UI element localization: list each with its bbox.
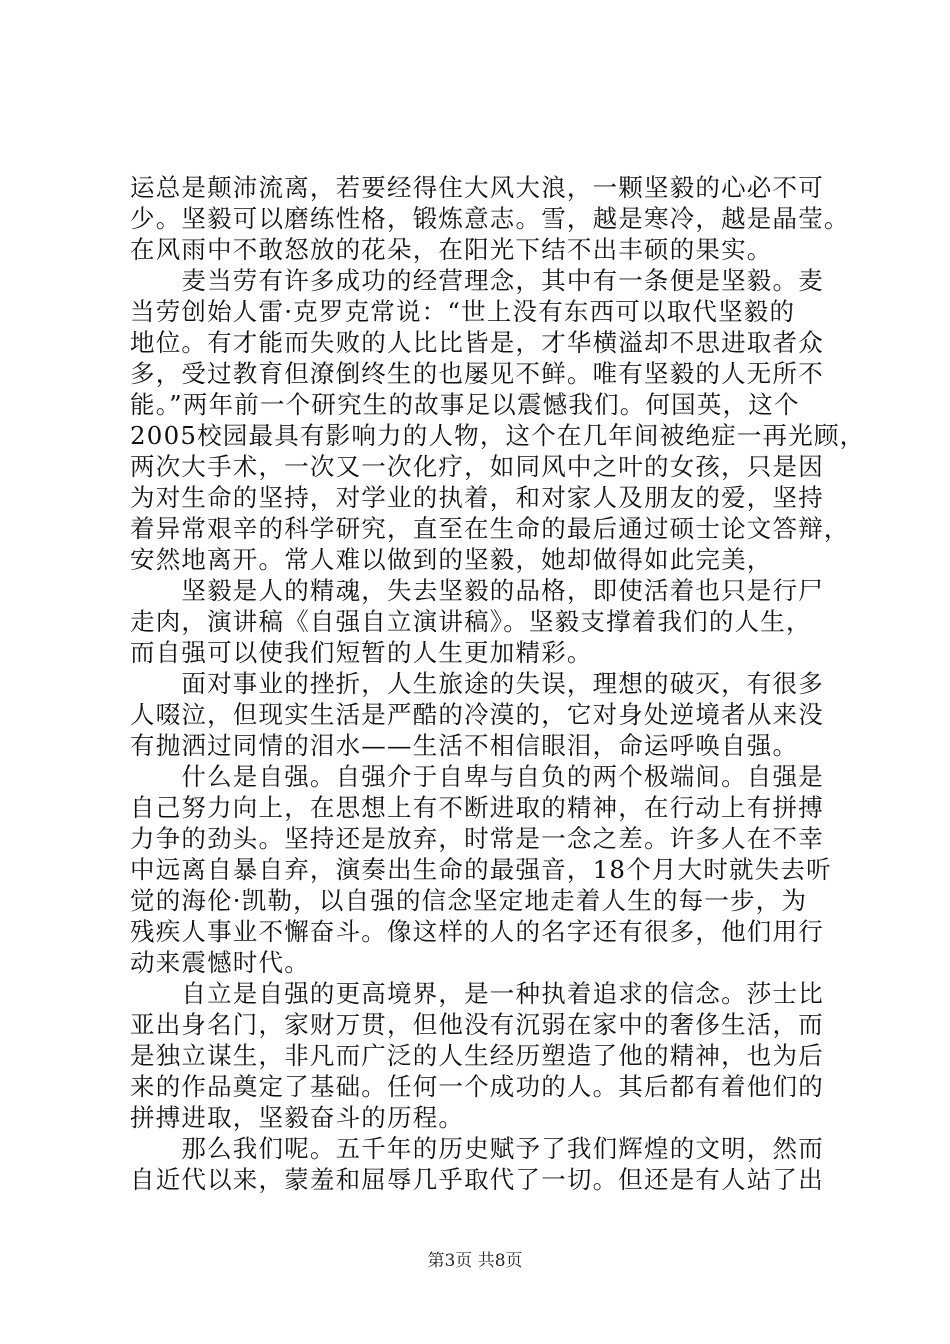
body-text <box>130 172 866 1195</box>
text-line: 残疾人事业不懈奋斗。像这样的人的名字还有很多，他们用行 <box>130 917 824 946</box>
text-line: 走肉，演讲稿《自强自立演讲稿》。坚毅支撑着我们的人生， <box>130 607 812 636</box>
text-line: 力争的劲头。坚持还是放弃，时常是一念之差。许多人在不幸 <box>130 824 824 853</box>
text-line: 觉的海伦·凯勒，以自强的信念坚定地走着人生的每一步，为 <box>130 886 808 915</box>
text-line: 那么我们呢。五千年的历史赋予了我们辉煌的文明，然而 <box>130 1134 824 1163</box>
text-line: 什么是自强。自强介于自卑与自负的两个极端间。自强是 <box>130 762 824 791</box>
text-line: 动来震憾时代。 <box>130 948 310 977</box>
text-line: 能。”两年前一个研究生的故事足以震憾我们。何国英，这个 <box>130 390 800 419</box>
text-line: 少。坚毅可以磨练性格，锻炼意志。雪，越是寒冷，越是晶莹。 <box>130 204 850 233</box>
text-line: 而自强可以使我们短暂的人生更加精彩。 <box>130 638 593 667</box>
text-line: 2005校园最具有影响力的人物，这个在几年间被绝症一再光顾， <box>130 421 866 450</box>
text-line: 自近代以来，蒙羞和屈辱几乎取代了一切。但还是有人站了出 <box>130 1165 824 1194</box>
text-line: 拼搏进取，坚毅奋斗的历程。 <box>130 1103 465 1132</box>
text-line: 自立是自强的更高境界，是一种执着追求的信念。莎士比 <box>130 979 824 1008</box>
page-number-footer: 第3页 共8页 <box>427 1251 523 1271</box>
text-line: 是独立谋生，非凡而广泛的人生经历塑造了他的精神，也为后 <box>130 1041 824 1070</box>
text-line: 有抛洒过同情的泪水——生活不相信眼泪，命运呼唤自强。 <box>130 731 799 760</box>
text-line: 运总是颠沛流离，若要经得住大风大浪，一颗坚毅的心必不可 <box>130 173 824 202</box>
text-line: 地位。有才能而失败的人比比皆是，才华横溢却不思进取者众 <box>130 328 824 357</box>
text-line: 着异常艰辛的科学研究，直至在生命的最后通过硕士论文答辩， <box>130 514 850 543</box>
text-line: 亚出身名门，家财万贯，但他没有沉弱在家中的奢侈生活，而 <box>130 1010 824 1039</box>
text-line: 两次大手术，一次又一次化疗，如同风中之叶的女孩，只是因 <box>130 452 824 481</box>
text-line: 多，受过教育但潦倒终生的也屡见不鲜。唯有坚毅的人无所不 <box>130 359 824 388</box>
text-line: 安然地离开。常人难以做到的坚毅，她却做得如此完美， <box>130 545 773 574</box>
text-line: 麦当劳有许多成功的经营理念，其中有一条便是坚毅。麦 <box>130 266 824 295</box>
text-line: 当劳创始人雷·克罗克常说：“世上没有东西可以取代坚毅的 <box>130 297 796 326</box>
text-line: 面对事业的挫折，人生旅途的失误，理想的破灭，有很多 <box>130 669 824 698</box>
text-line: 中远离自暴自弃，演奏出生命的最强音，18个月大时就失去听 <box>130 855 832 884</box>
text-line: 坚毅是人的精魂，失去坚毅的品格，即使活着也只是行尸 <box>130 576 824 605</box>
text-line: 自己努力向上，在思想上有不断进取的精神，在行动上有拼搏 <box>130 793 824 822</box>
text-line: 为对生命的坚持，对学业的执着，和对家人及朋友的爱，坚持 <box>130 483 824 512</box>
text-line: 在风雨中不敢怒放的花朵，在阳光下结不出丰硕的果实。 <box>130 235 773 264</box>
text-line: 人啜泣，但现实生活是严酷的冷漠的，它对身处逆境者从来没 <box>130 700 824 729</box>
text-line: 来的作品奠定了基础。任何一个成功的人。其后都有着他们的 <box>130 1072 824 1101</box>
